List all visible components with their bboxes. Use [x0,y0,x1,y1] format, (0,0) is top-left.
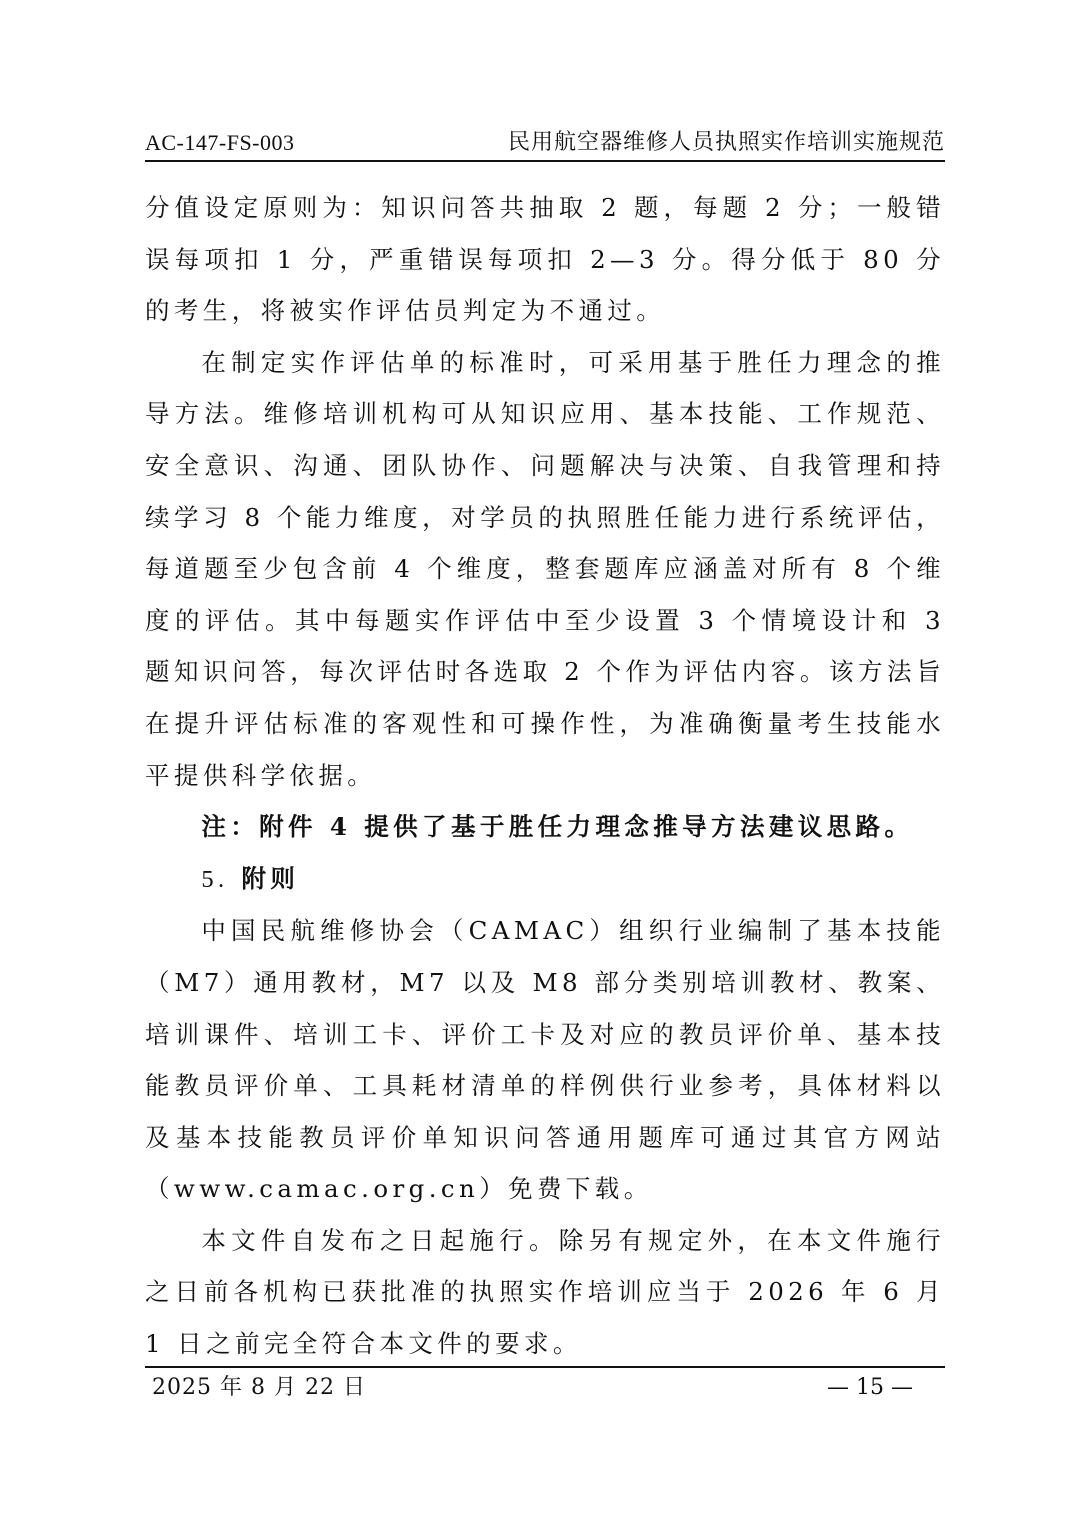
section-number: 5. [201,865,229,893]
section-title: 附则 [241,863,300,893]
document-title: 民用航空器维修人员执照实作培训实施规范 [507,130,945,155]
paragraph-effective-date: 本文件自发布之日起施行。除另有规定外，在本文件施行之日前各机构已获批准的执照实作培训应当于 2026 年 6 月 1 日之前完全符合本文件的要求。 [145,1225,945,1359]
page-header [145,126,945,160]
page-number: — 15 — [827,1375,913,1400]
document-body [145,182,945,1370]
paragraph-camac-materials: 中国民航维修协会（CAMAC）组织行业编制了基本技能（M7）通用教材，M7 以及 M8 部分类别培训教材、教案、培训课件、培训工卡、评价工卡及对应的教员评价单、基本技能教员评价单、工具耗材清单的样例供行业参考，具体材料以及基本技能教员评价单知识问答通用题库可通过其官方网站（www.camac.org.cn）免费下载。 [145,916,945,1204]
header-divider [145,160,945,162]
section-heading [145,853,945,906]
footer-divider [145,1366,945,1368]
note-attachment-4: 注：附件 4 提供了基于胜任力理念推导方法建议思路。 [201,812,914,842]
paragraph-scoring-principles: 分值设定原则为：知识问答共抽取 2 题，每题 2 分；一般错误每项扣 1 分，严重错误每项扣 2—3 分。得分低于 80 分的考生，将被实作评估员判定为不通过。 [145,193,945,326]
paragraph-competency-method: 在制定实作评估单的标准时，可采用基于胜任力理念的推导方法。维修培训机构可从知识应用、基本技能、工作规范、安全意识、沟通、团队协作、问题解决与决策、自我管理和持续学习 8 个能力维度，对学员的执照胜任能力进行系统评估，每道题至少包含前 4 个维度，整套题库应涵盖对所有 8 个维度的评估。其中每题实作评估中至少设置 3 个情境设计和 3 题知识问答，每次评估时各选取 2 个作为评估内容。该方法旨在提升评估标准的客观性和可操作性，为准确衡量考生技能水平提供科学依据。 [145,347,945,790]
document-number: AC-147-FS-003 [145,130,295,155]
issue-date: 2025 年 8 月 22 日 [152,1375,366,1400]
